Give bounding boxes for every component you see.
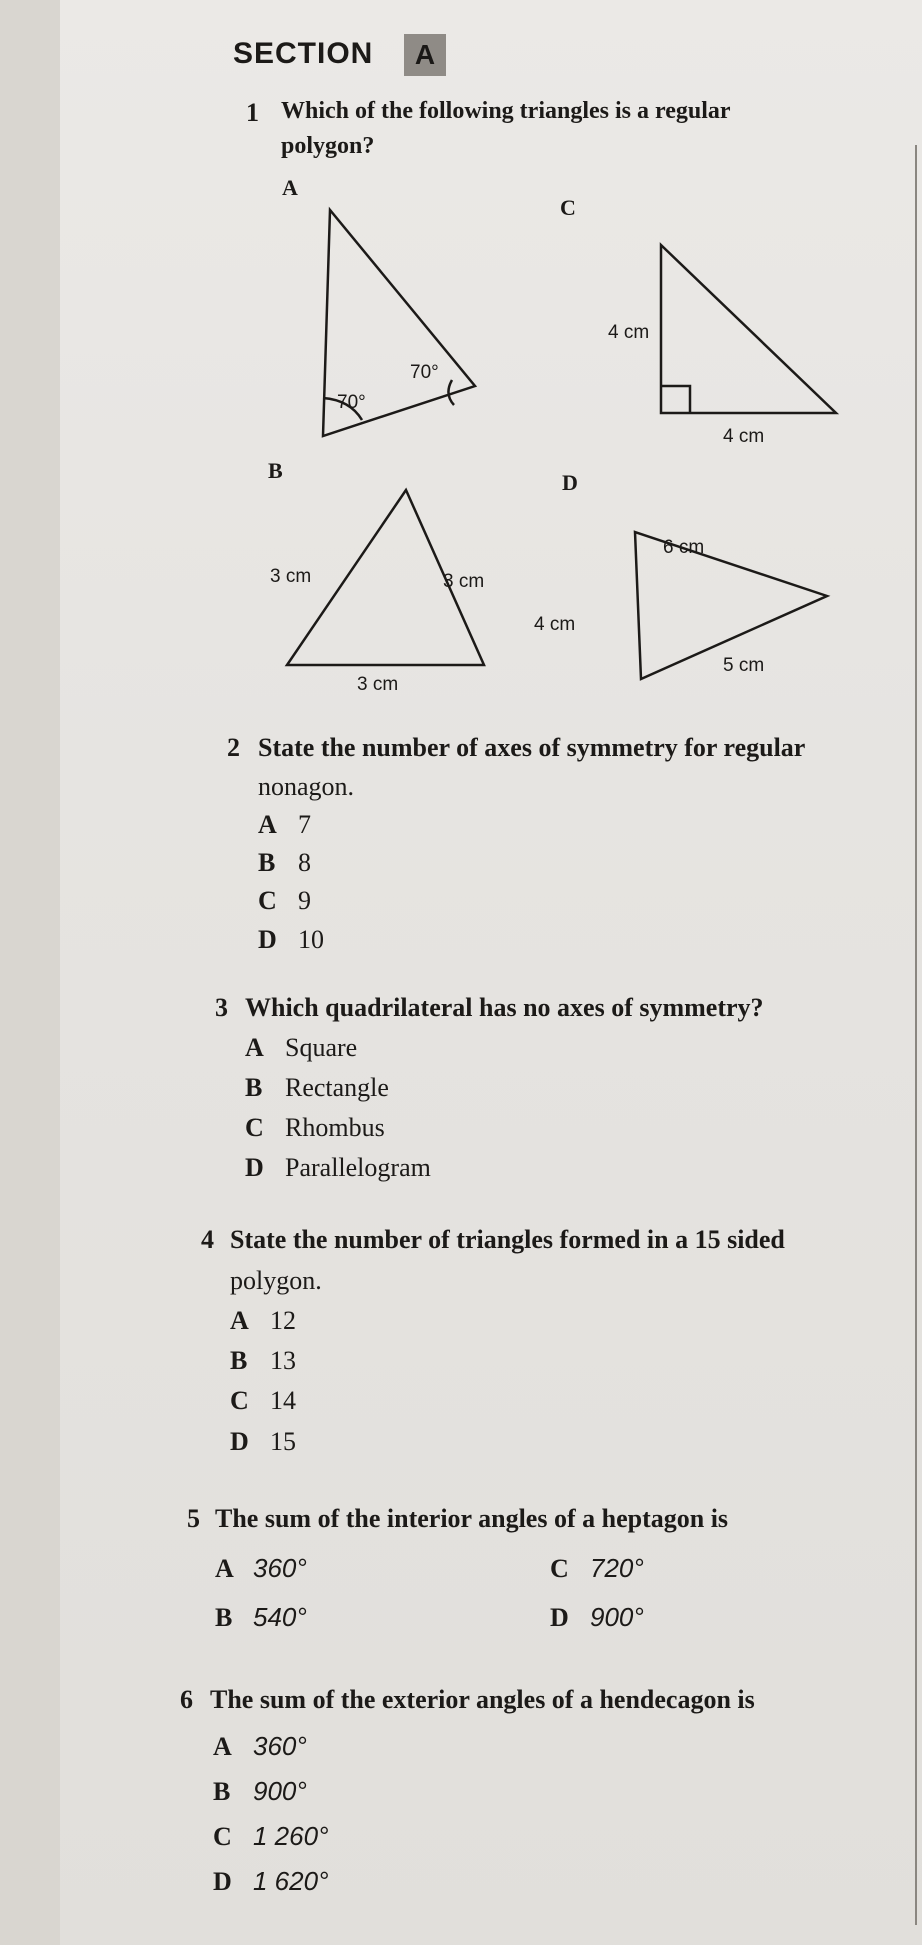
- q2-number: 2: [227, 733, 240, 762]
- tri-c-label: C: [560, 195, 576, 220]
- q1-triangle-figures: [0, 0, 922, 720]
- q3-number: 3: [215, 993, 228, 1022]
- q3-option-c: C Rhombus: [245, 1113, 385, 1142]
- q4-option-d: D 15: [230, 1427, 296, 1456]
- tri-c-bottom: 4 cm: [723, 426, 765, 447]
- q6-option-c: C 1 260°: [213, 1821, 329, 1851]
- q5-option-b: B 540°: [215, 1602, 307, 1632]
- q6-option-d: D 1 620°: [213, 1866, 329, 1896]
- tri-b-right: 3 cm: [443, 571, 485, 592]
- q1-text-line1: Which of the following triangles is a regular: [281, 98, 731, 124]
- q6-option-b: B 900°: [213, 1776, 307, 1806]
- q2-option-c: C 9: [258, 886, 311, 915]
- q5-text-line1: The sum of the interior angles of a heptagon is: [215, 1504, 729, 1533]
- q5-number: 5: [187, 1504, 200, 1533]
- tri-d-bottom: 5 cm: [723, 655, 765, 676]
- section-badge: A: [404, 34, 446, 76]
- q4-option-b: B 13: [230, 1346, 296, 1375]
- q1-text-line2: polygon?: [281, 133, 375, 159]
- q2-text-line2: nonagon.: [258, 772, 355, 801]
- q3-text-line1: Which quadrilateral has no axes of symmetry?: [245, 993, 764, 1022]
- q5-option-c: C 720°: [550, 1553, 644, 1583]
- q6-text-line1: The sum of the exterior angles of a hendecagon is: [210, 1685, 755, 1714]
- q5-option-d: D 900°: [550, 1602, 644, 1632]
- q4-text-line1: State the number of triangles formed in a 15 sided: [230, 1225, 785, 1254]
- triangle-c: [661, 245, 836, 413]
- q3-option-d: D Parallelogram: [245, 1153, 431, 1182]
- q3-option-b: B Rectangle: [245, 1073, 389, 1102]
- q4-number: 4: [201, 1225, 214, 1254]
- tri-a-angle1: 70°: [410, 362, 439, 383]
- tri-a-label: A: [282, 175, 298, 200]
- tri-c-side: 4 cm: [608, 322, 650, 343]
- q2-option-d: D 10: [258, 925, 324, 954]
- q4-option-c: C 14: [230, 1386, 296, 1415]
- tri-b-label: B: [268, 458, 283, 483]
- tri-b-bottom: 3 cm: [357, 674, 399, 695]
- tri-d-top: 6 cm: [663, 537, 705, 558]
- q2-text-line1: State the number of axes of symmetry for regular: [258, 733, 806, 762]
- q6-option-a: A 360°: [213, 1731, 307, 1761]
- tri-b-left: 3 cm: [270, 566, 312, 587]
- q4-text-line2: polygon.: [230, 1266, 322, 1295]
- tri-d-left: 4 cm: [534, 614, 576, 635]
- q1-number: 1: [246, 98, 259, 127]
- tri-d-label: D: [562, 470, 578, 495]
- q6-number: 6: [180, 1685, 193, 1714]
- tri-a-angle2: 70°: [337, 392, 366, 413]
- q3-option-a: A Square: [245, 1033, 358, 1062]
- right-angle-mark: [661, 386, 690, 413]
- section-title: SECTION: [233, 37, 374, 70]
- q2-option-a: A 7: [258, 810, 311, 839]
- q4-option-a: A 12: [230, 1306, 296, 1335]
- q5-option-a: A 360°: [215, 1553, 307, 1583]
- q2-option-b: B 8: [258, 848, 311, 877]
